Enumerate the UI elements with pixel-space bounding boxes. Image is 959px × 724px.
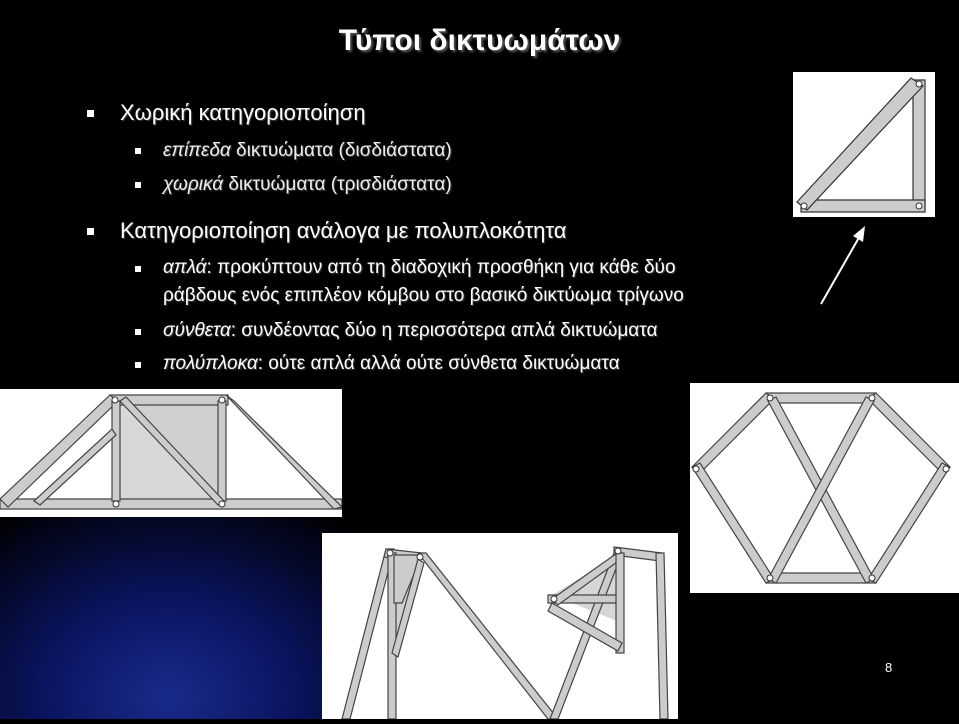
bullet-complexity-classification: Κατηγοριοποίηση ανάλογα με πολυπλοκότητα xyxy=(120,218,567,243)
compound-truss-image xyxy=(322,533,678,719)
bullet-marker xyxy=(135,362,141,368)
bullet-marker xyxy=(135,148,141,154)
basic-triangle-image xyxy=(793,72,935,217)
bullet-marker xyxy=(135,329,141,335)
bullet-compound-trusses: σύνθετα: συνδέοντας δύο η περισσότερα απλά δικτυώματα xyxy=(163,320,658,341)
bullet-marker xyxy=(87,228,94,235)
page-number: 8 xyxy=(885,660,893,675)
bullet-complex-trusses: πολύπλοκα: ούτε απλά αλλά ούτε σύνθετα δικτυώματα xyxy=(163,353,620,374)
bullet-spatial-classification: Χωρική κατηγοριοποίηση xyxy=(120,100,366,125)
bullet-simple-trusses-line2: ράβδους ενός επιπλέον κόμβου στο βασικό δικτύωμα τρίγωνο xyxy=(163,285,684,306)
bullet-space-trusses: χωρικά δικτυώματα (τρισδιάστατα) xyxy=(163,174,452,195)
bullet-planar-trusses: επίπεδα δικτυώματα (δισδιάστατα) xyxy=(163,140,452,161)
slide-title: Τύποι δικτυωμάτων xyxy=(338,24,621,57)
arrow-icon xyxy=(815,220,875,310)
bullet-marker xyxy=(135,182,141,188)
simple-truss-image xyxy=(0,389,342,517)
bullet-marker xyxy=(87,110,94,117)
complex-truss-image xyxy=(690,383,959,593)
bullet-marker xyxy=(135,266,141,272)
bullet-simple-trusses: απλά: προκύπτουν από τη διαδοχική προσθήκη για κάθε δύο xyxy=(163,257,676,278)
